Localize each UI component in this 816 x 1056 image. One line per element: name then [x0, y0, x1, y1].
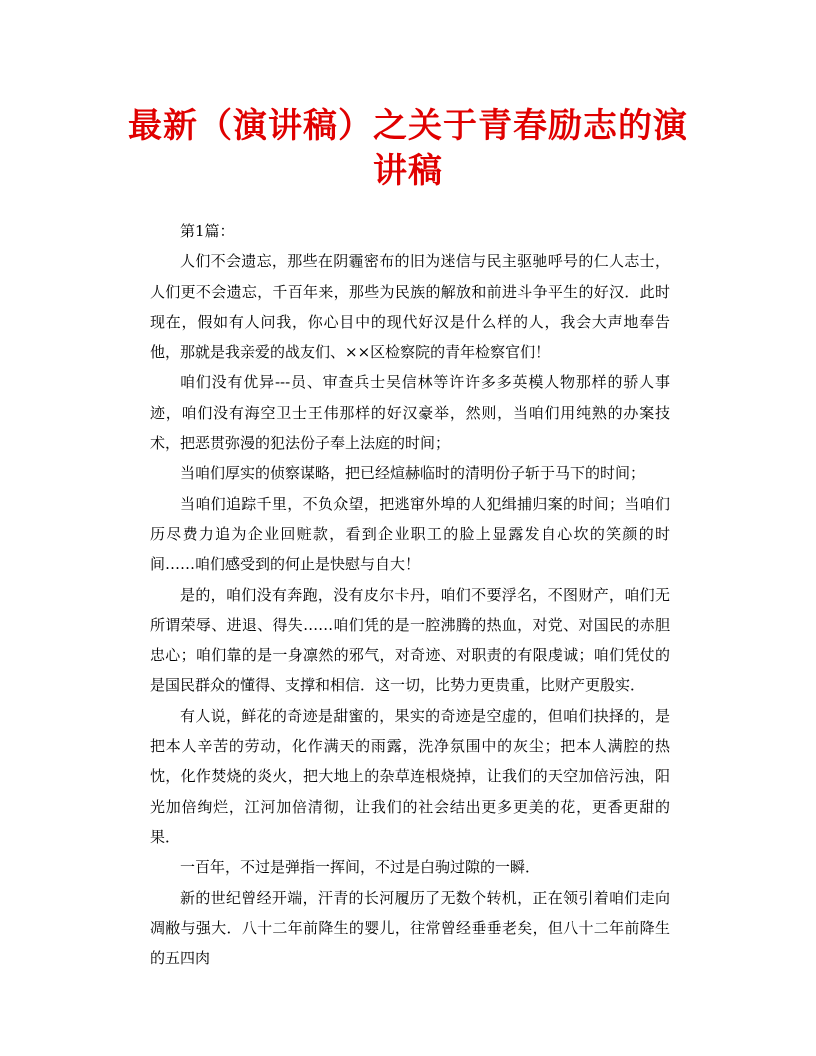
body-paragraph: 当咱们厚实的侦察谋略，把已经煊赫临时的清明份子斩于马下的时间； [180, 464, 646, 483]
body-paragraph: 新的世纪曾经开端，汗青的长河履历了无数个转机，正在领引着咱们走向凋敝与强大．八十二年前降生的婴儿，往常曾经垂垂老矣，但八十二年前降生的五四肉 [150, 888, 670, 968]
body-paragraph: 是的，咱们没有奔跑，没有皮尔卡丹，咱们不要浮名，不图财产，咱们无所谓荣辱、进退、得失……咱们凭的是一腔沸腾的热血，对党、对国民的赤胆忠心；咱们靠的是一身凛然的邪气，对奇迹、对职责的有限虔诚；咱们凭仗的是国民群众的懂得、支撑和相信．这一切，比势力更贵重，比财产更殷实． [150, 585, 670, 695]
body-paragraph: 当咱们追踪千里，不负众望，把逃窜外埠的人犯缉捕归案的时间；当咱们历尽费力追为企业回赃款，看到企业职工的脸上显露发自心坎的笑颜的时间……咱们感受到的何止是快慰与自大！ [150, 494, 670, 574]
body-paragraph: 咱们没有优异---员、审查兵士吴信林等许许多多英模人物那样的骄人事迹，咱们没有海空卫士王伟那样的好汉豪举，然则，当咱们用纯熟的办案技术，把恶贯弥漫的犯法份子奉上法庭的时间； [150, 373, 670, 453]
section-label: 第1篇： [180, 222, 235, 240]
document-body [150, 216, 670, 973]
document-title: 最新（演讲稿）之关于青春励志的演讲稿 [128, 106, 688, 191]
body-paragraph: 人们不会遗忘，那些在阴霾密布的旧为迷信与民主驱驰呼号的仁人志士，人们更不会遗忘，千百年来，那些为民族的解放和前进斗争平生的好汉．此时现在，假如有人问我，你心目中的现代好汉是什么样的人，我会大声地奉告他，那就是我亲爱的战友们、××区检察院的青年检察官们！ [150, 252, 670, 362]
body-paragraph: 一百年，不过是弹指一挥间，不过是白驹过隙的一瞬． [180, 858, 541, 877]
body-paragraph: 有人说，鲜花的奇迹是甜蜜的，果实的奇迹是空虚的，但咱们抉择的，是把本人辛苦的劳动，化作满天的雨露，洗净氛围中的灰尘；把本人满腔的热忱，化作焚烧的炎火，把大地上的杂草连根烧掉，让我们的天空加倍污浊，阳光加倍绚烂，江河加倍清彻，让我们的社会结出更多更美的花，更香更甜的果． [150, 706, 670, 846]
